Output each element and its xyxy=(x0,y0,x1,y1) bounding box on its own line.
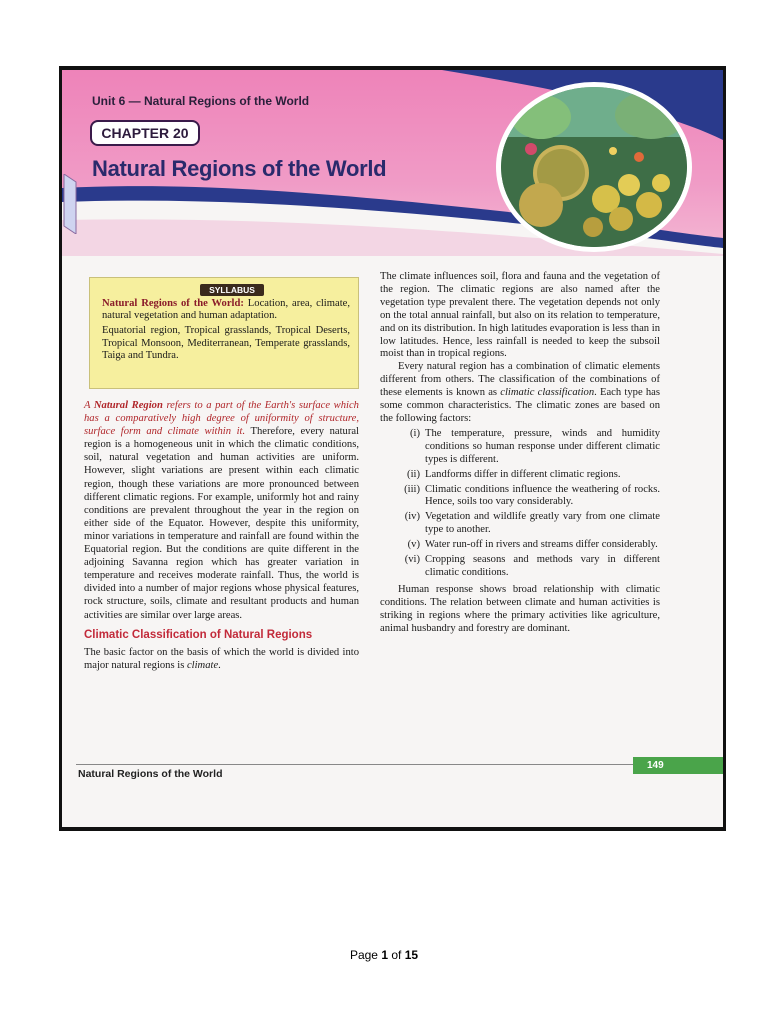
list-item: (iv) Vegetation and wildlife greatly vary from one climate type to another. xyxy=(404,511,660,536)
list-item: (v) Water run-off in rivers and streams differ considerably. xyxy=(407,539,658,551)
list-item: (i) The temperature, pressure, winds and humidity conditions so human response under different climatic types is different. xyxy=(410,427,660,465)
definition-paragraph xyxy=(84,399,359,622)
scanned-page-frame xyxy=(59,66,726,831)
syllabus-tag: SYLLABUS xyxy=(200,284,264,296)
total-pages: 15 xyxy=(404,948,419,962)
emphasis-climatic-classification: climatic classification xyxy=(500,387,595,399)
left-column xyxy=(84,399,359,672)
definition-lead: A xyxy=(84,400,94,411)
factors-list xyxy=(380,428,660,580)
cactus-garden-photo xyxy=(496,82,692,252)
chapter-header-banner xyxy=(62,70,723,256)
textbook-page xyxy=(62,70,723,827)
list-item: (iii) Climatic conditions influence the weathering of rocks. Hence, soils too vary considerably. xyxy=(404,483,660,508)
unit-label: Unit 6 — Natural Regions of the World xyxy=(92,94,310,108)
syllabus-heading: Natural Regions of the World: xyxy=(102,298,244,309)
syllabus-box xyxy=(89,277,359,389)
document-page-indicator: Page 1 of 15 xyxy=(349,948,419,962)
definition-term: Natural Region xyxy=(93,400,163,411)
footer-divider xyxy=(76,764,666,765)
running-footer-title: Natural Regions of the World xyxy=(78,768,223,780)
syllabus-intro-text: Location, area, climate, natural vegetation and human adaptation. xyxy=(102,298,350,322)
syllabus-regions: Equatorial region, Tropical grasslands, Tropical Deserts, Tropical Monsoon, Mediterranean, Temperate grasslands, Taiga and Tundra. xyxy=(102,325,350,361)
definition-body: Therefore, every natural region is a homogeneous unit in which the climatic conditions, soil, natural vegetation and human activities are uniform. However, slight variations are present within each climatic region, though these variations are more pronounced between different climatic regions. For example, uniformly hot and rainy conditions are prevalent throughout the year in the region on either side of the Equator. However, despite this uniformity, minor variations in temperature and rainfall are found within the Equatorial region. But the conditions are quite different in the adjoining Savanna region which has greater variation in temperature and receives moderate rainfall. Thus, the world is divided into a number of major regions whose physical features, rock structure, soils, climate and resultant products and human activities are similar over large areas. xyxy=(84,426,359,621)
paragraph-climate-influence: The climate influences soil, flora and fauna and the vegetation of the region. The climatic regions are also named after the vegetation type prevalent there. The vegetation depends not only on the total annual rainfall, but also on its relation to temperature, and on its distribution. In high latitudes evaporation is less than in low latitudes. Hence, less rainfall is needed to keep the subsoil moist than in tropical regions. xyxy=(380,271,660,360)
list-item: (vi) Cropping seasons and methods vary in different climatic conditions. xyxy=(404,554,660,578)
syllabus-intro xyxy=(102,298,350,322)
chapter-number-badge: CHAPTER 20 xyxy=(90,120,200,146)
closing-paragraph: The basic factor on the basis of which the world is divided into major natural regions is climate. xyxy=(84,646,359,671)
binding-tab xyxy=(62,174,80,234)
paragraph-classification: Every natural region has a combination of climatic elements different from others. The classification of the combinations of these elements is known as climatic classification. Each type has some common characteristics. The climatic zones are based on the following factors: xyxy=(380,361,660,424)
book-page-number: 149 xyxy=(633,757,723,774)
section-heading: Climatic Classification of Natural Regions xyxy=(84,628,313,641)
chapter-title: Natural Regions of the World xyxy=(92,156,387,181)
definition-text: refers to a part of the Earth's surface which has a comparatively high degree of uniformity of structure, surface form and climate within it. xyxy=(84,400,359,438)
list-item: (ii) Landforms differ in different climatic regions. xyxy=(407,468,621,480)
paragraph-human-response: Human response shows broad relationship with climatic conditions. The relation between climate and human activities is striking in regions where the primary activities like agriculture, animal husbandry and forestry are dominant. xyxy=(380,583,660,634)
emphasis-climate: climate xyxy=(186,659,219,671)
current-page: 1 xyxy=(381,948,388,962)
right-column xyxy=(380,271,660,635)
